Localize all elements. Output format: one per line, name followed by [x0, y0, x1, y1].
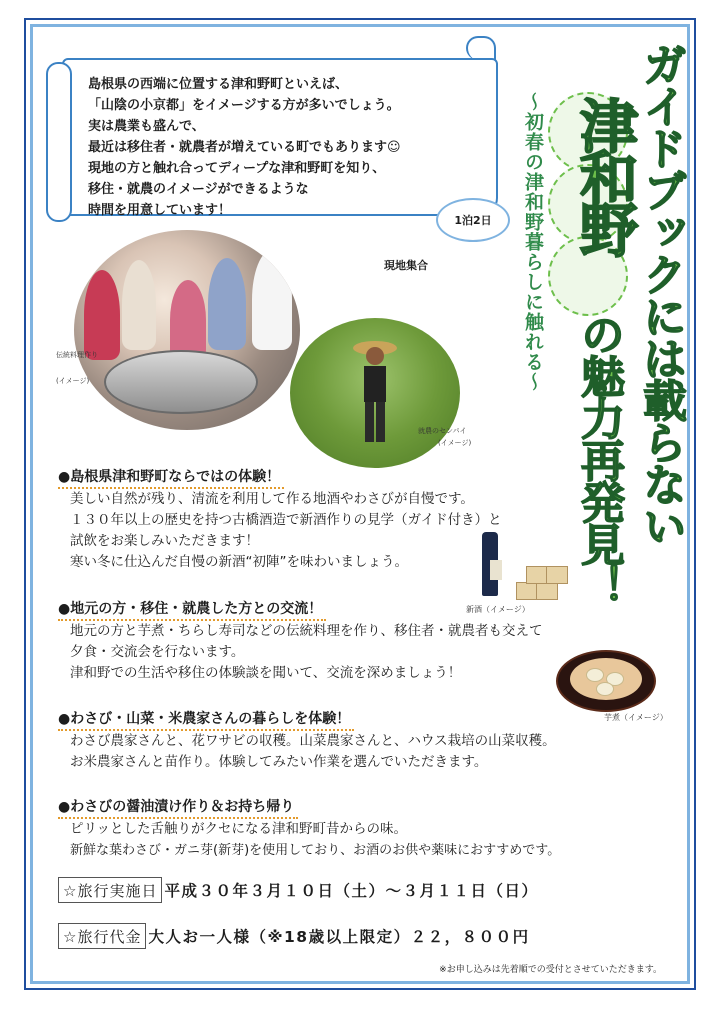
- headline-subtitle: 〜初春の津和野暮らしに触れる〜: [522, 92, 544, 392]
- person-figure: [122, 260, 156, 350]
- section-heading: ●わさび・山菜・米農家さんの暮らしを体験！: [58, 709, 354, 731]
- trip-date-row: [58, 874, 538, 906]
- intro-line: 最近は移住者・就農者が増えている町でもあります☺: [88, 140, 401, 155]
- headline-part1: ガイドブックには載らない: [635, 42, 686, 546]
- section-line: 津和野での生活や移住の体験談を聞いて、交流を深めましょう！: [70, 665, 462, 681]
- masu-cup: [526, 566, 548, 584]
- section-line: １３０年以上の歴史を持つ古橋酒造で新酒作りの見学（ガイド付き）と: [70, 512, 502, 528]
- headline-part2: の魅力再発見！: [573, 312, 624, 606]
- section-line: 寒い冬に仕込んだ自慢の新酒“初陣”を味わいましょう。: [70, 554, 408, 570]
- intro-line: 実は農業も盛んで、: [88, 119, 205, 134]
- sake-image: [476, 532, 572, 602]
- scroll-curl-left: [46, 62, 72, 222]
- farmer-figure: [352, 338, 398, 448]
- intro-line: 「山陰の小京都」をイメージする方が多いでしょう。: [88, 98, 400, 113]
- trip-price-value: 大人お一人様（※18歳以上限定）２２，８００円: [148, 928, 530, 946]
- headline-town-name: 津和野: [570, 96, 638, 252]
- section-wasabi-pickle: [58, 796, 560, 861]
- imoni-caption: 芋煮（イメージ）: [604, 713, 668, 722]
- person-figure: [208, 258, 246, 350]
- section-line: わさび農家さんと、花ワサビの収穫。山菜農家さんと、ハウス栽培の山菜収穫。: [70, 733, 556, 749]
- section-line: お米農家さんと苗作り。体験してみたい作業を選んでいただきます。: [70, 754, 488, 770]
- section-line: 新鮮な葉わさび・ガニ芽(新芽)を使用しており、お酒のお供や薬味におすすめです。: [70, 843, 561, 858]
- intro-line: 時間を用意しています！: [88, 203, 232, 218]
- intro-line: 現地の方と触れ合ってディープな津和野町を知り、: [88, 161, 386, 176]
- section-heading: ●島根県津和野町ならではの体験！: [58, 467, 284, 489]
- farmer-note: (イメージ): [438, 439, 472, 447]
- trip-price-label: ☆旅行代金: [58, 923, 146, 949]
- sake-bottle: [482, 532, 498, 596]
- section-heading: ●地元の方・移住・就農した方との交流！: [58, 599, 326, 621]
- application-footnote: ※お申し込みは先着順での受付とさせていただきます。: [439, 965, 662, 975]
- scroll-curl-top: [466, 36, 496, 60]
- cooking-pot: [104, 350, 258, 414]
- sake-caption: 新酒（イメージ）: [466, 605, 530, 614]
- imoni-bowl-image: [556, 650, 656, 714]
- person-figure: [170, 280, 206, 360]
- section-heading: ●わさびの醤油漬け作り＆お持ち帰り: [58, 797, 298, 819]
- cooking-note: (イメージ): [56, 377, 90, 385]
- trip-date-value: 平成３０年３月１０日（土）〜３月１１日（日）: [164, 882, 539, 900]
- field-photo: [290, 318, 460, 468]
- section-line: ピリッとした舌触りがクセになる津和野町昔からの味。: [70, 821, 407, 837]
- masu-cup: [546, 566, 568, 584]
- meeting-badge: 現地集合: [384, 259, 428, 272]
- trip-price-row: [58, 920, 530, 952]
- section-line: 美しい自然が残り、清流を利用して作る地酒やわさびが自慢です。: [70, 491, 474, 507]
- section-line: 地元の方と芋煮・ちらし寿司などの伝統料理を作り、移住者・就農者も交えて: [70, 623, 543, 639]
- section-local-experience: [58, 466, 502, 573]
- intro-line: 島根県の西端に位置する津和野町といえば、: [88, 77, 349, 92]
- person-figure: [252, 250, 292, 350]
- section-exchange: [58, 598, 543, 684]
- cooking-caption: 伝統料理作り: [56, 351, 98, 359]
- person-figure: [84, 270, 120, 360]
- intro-text: [88, 74, 488, 221]
- farmer-caption: 就農のセンパイ: [418, 427, 467, 435]
- section-line: 夕食・交流会を行ないます。: [70, 644, 245, 660]
- section-line: 試飲をお楽しみいただきます！: [70, 533, 259, 549]
- cooking-photo: [74, 230, 300, 430]
- intro-line: 移住・就農のイメージができるような: [88, 182, 309, 197]
- section-farm-life: [58, 708, 556, 773]
- trip-date-label: ☆旅行実施日: [58, 877, 162, 903]
- stay-length-badge: 1泊2日: [436, 198, 510, 242]
